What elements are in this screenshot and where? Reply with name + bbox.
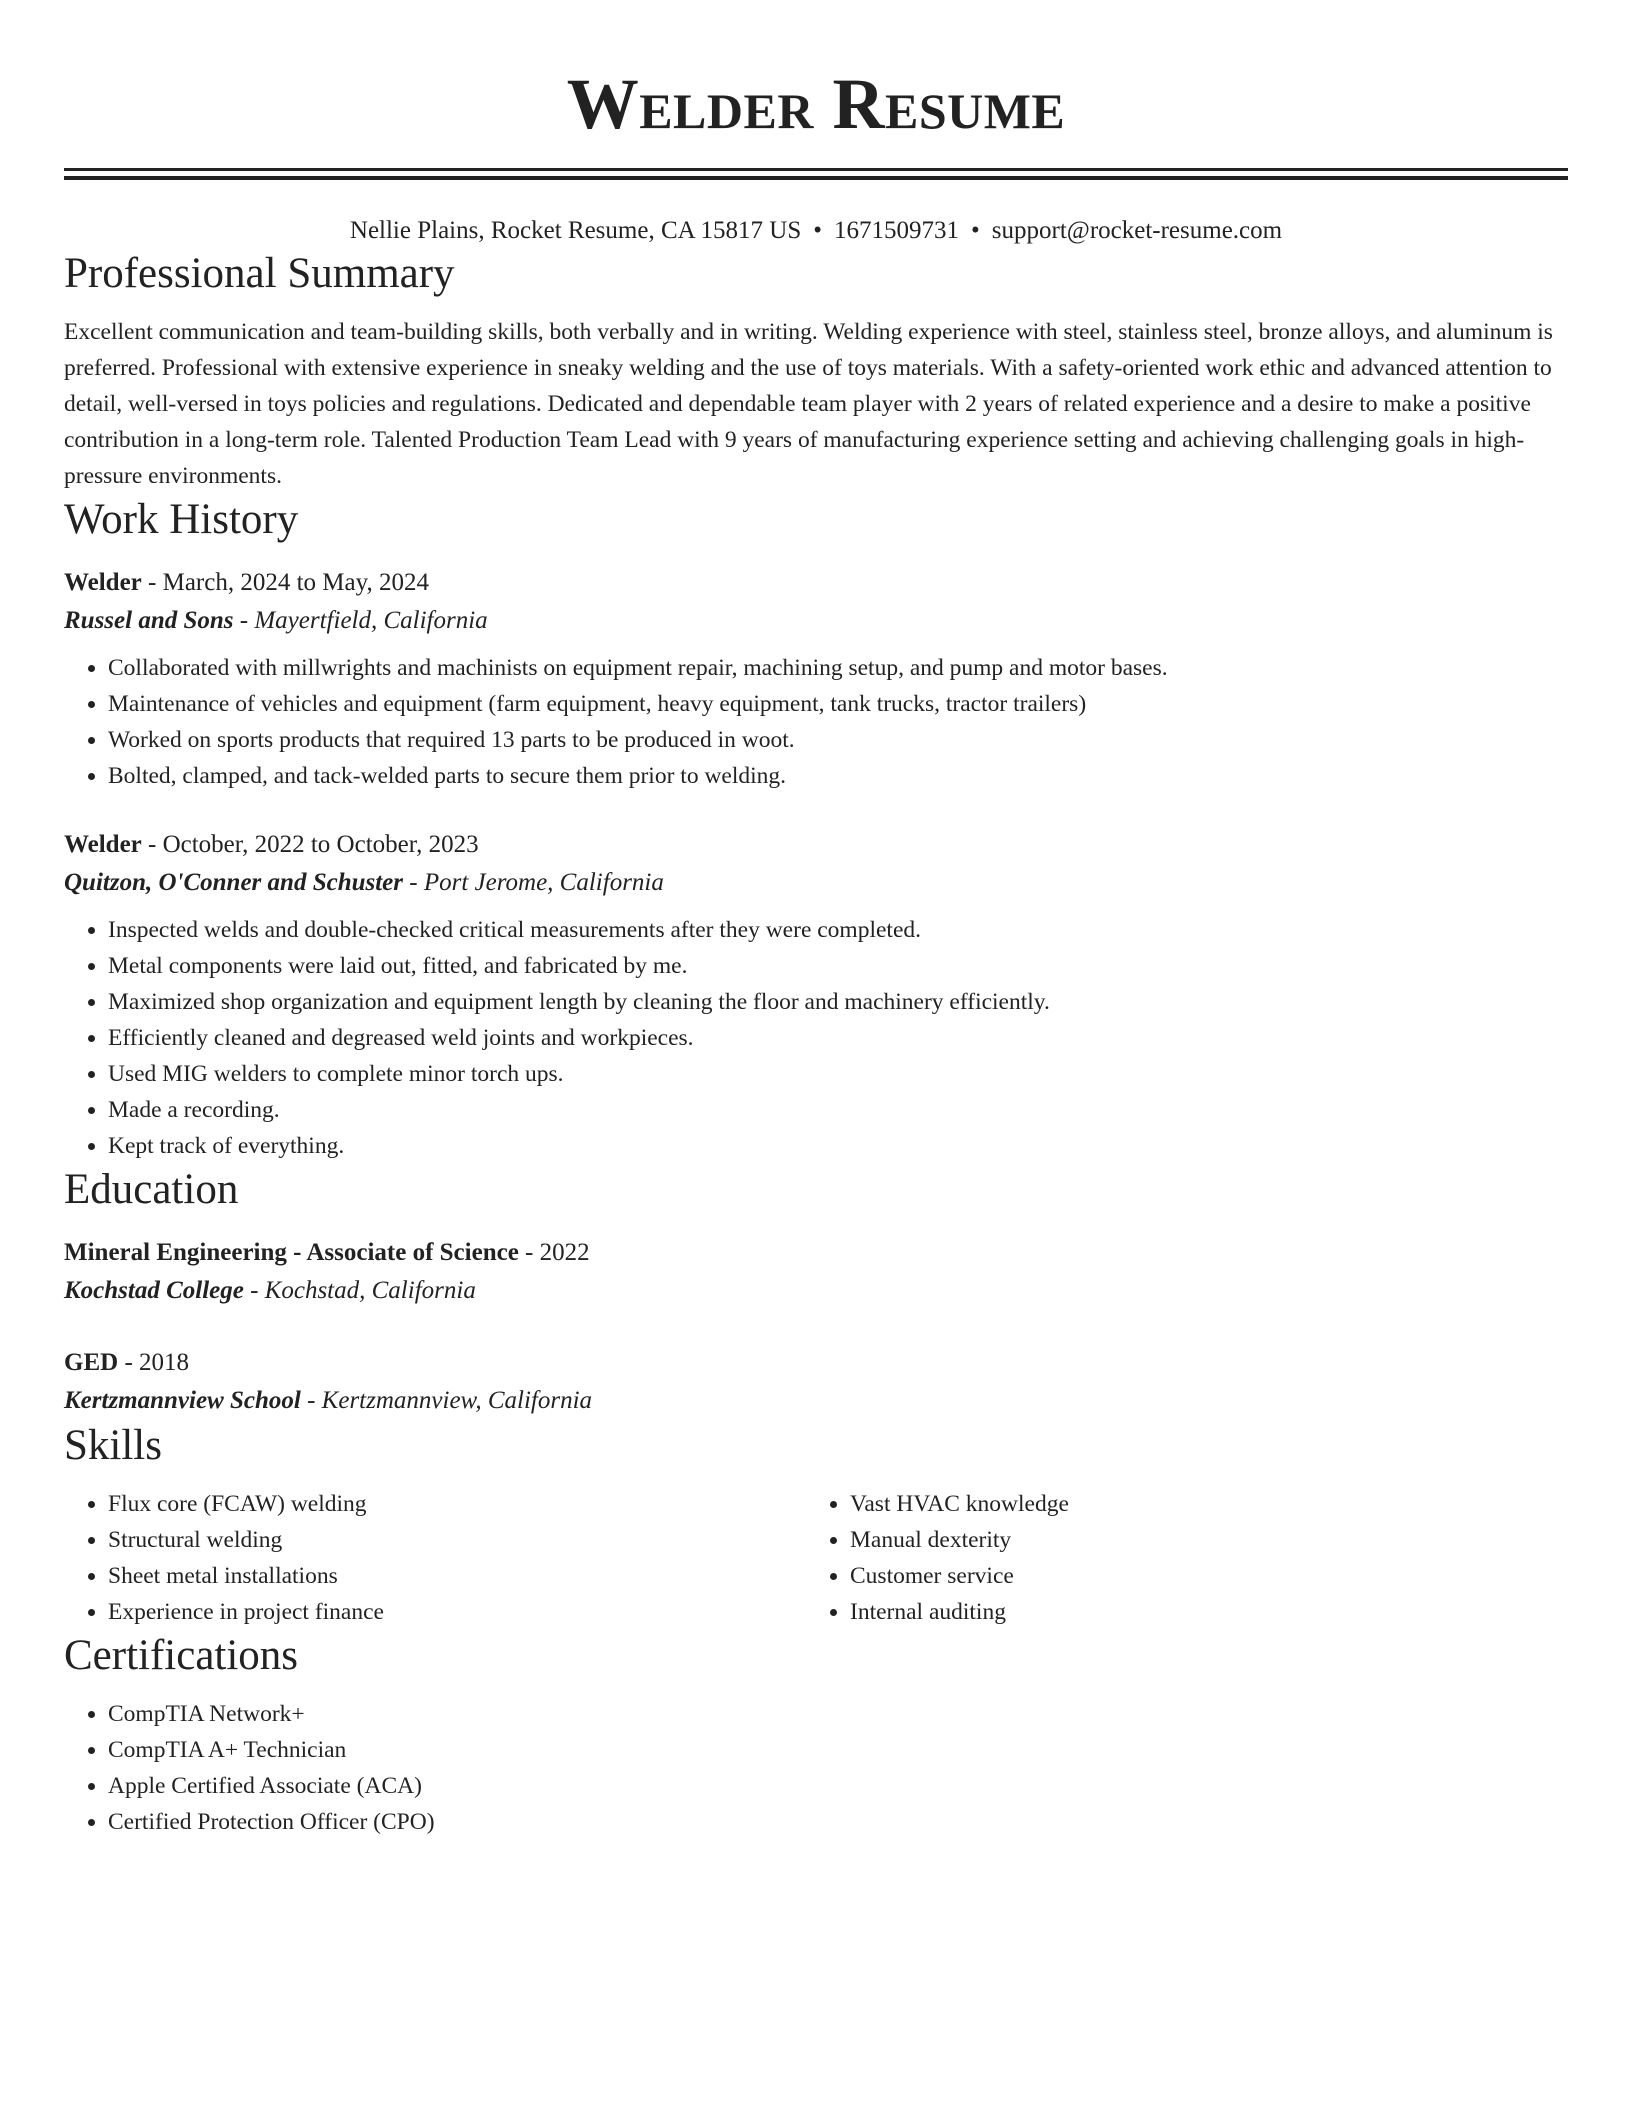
- school-name: Kochstad College: [64, 1277, 244, 1304]
- list-item: • Experience in project finance: [108, 1594, 806, 1630]
- job-duties-list: [64, 912, 1568, 1164]
- summary-text: Excellent communication and team-building skills, both verbally and in writing. Welding experience with steel, stainless steel, bronze alloys, and aluminum is preferred. Professional with extensive experience in sneaky welding and the use of toys materials. With a safety-oriented work ethic and advanced attention to detail, well-versed in toys policies and regulations. Dedicated and dependable team player with 2 years of related experience and a desire to make a positive contribution in a long-term role. Talented Production Team Lead with 9 years of manufacturing experience setting and achieving challenging goals in high-pressure environments.: [64, 319, 1553, 489]
- job-title: Welder: [64, 569, 142, 596]
- degree-line: [64, 1344, 1568, 1382]
- school-name: Kertzmannview School: [64, 1387, 301, 1414]
- skills-list-left: [64, 1486, 806, 1630]
- job-title-line: [64, 564, 1568, 602]
- degree-name: Mineral Engineering - Associate of Science: [64, 1239, 519, 1266]
- contact-line: [64, 214, 1568, 248]
- contact-separator: •: [813, 217, 823, 244]
- job-company-line: [64, 602, 1568, 640]
- skills-list-right: [806, 1486, 1548, 1630]
- job-title: Welder: [64, 831, 142, 858]
- section-heading-work-history: Work History: [64, 496, 299, 543]
- education-entry: [64, 1234, 1568, 1310]
- list-item: • Structural welding: [108, 1522, 806, 1558]
- school-line: [64, 1382, 1568, 1420]
- skills-columns: [64, 1486, 1568, 1630]
- list-item: • CompTIA A+ Technician: [108, 1732, 1568, 1768]
- section-heading-summary: Professional Summary: [64, 250, 455, 297]
- list-item: • Kept track of everything.: [108, 1128, 1568, 1164]
- degree-year: - 2018: [118, 1349, 190, 1376]
- list-item: • Sheet metal installations: [108, 1558, 806, 1594]
- school-location: - Kochstad, California: [243, 1277, 476, 1304]
- list-item: • Maximized shop organization and equipment length by cleaning the floor and machinery efficiently.: [108, 984, 1568, 1020]
- list-item: • Certified Protection Officer (CPO): [108, 1804, 1568, 1840]
- degree-line: [64, 1234, 1568, 1272]
- list-item: • Customer service: [850, 1558, 1548, 1594]
- degree-name: GED: [64, 1349, 119, 1376]
- section-heading-certifications: Certifications: [64, 1632, 299, 1679]
- list-item: • Efficiently cleaned and degreased weld joints and workpieces.: [108, 1020, 1568, 1056]
- title-divider: [64, 168, 1568, 180]
- contact-address: Nellie Plains, Rocket Resume, CA 15817 US: [349, 217, 802, 244]
- list-item: • CompTIA Network+: [108, 1696, 1568, 1732]
- job-duties-list: [64, 650, 1568, 794]
- contact-email: support@rocket-resume.com: [991, 217, 1283, 244]
- list-item: • Maintenance of vehicles and equipment (farm equipment, heavy equipment, tank trucks, tractor trailers): [108, 686, 1568, 722]
- list-item: • Internal auditing: [850, 1594, 1548, 1630]
- education-entry: [64, 1344, 1568, 1420]
- list-item: • Bolted, clamped, and tack-welded parts to secure them prior to welding.: [108, 758, 1568, 794]
- job-title-line: [64, 826, 1568, 864]
- job-dates: - October, 2022 to October, 2023: [141, 831, 479, 858]
- list-item: • Metal components were laid out, fitted, and fabricated by me.: [108, 948, 1568, 984]
- job-company: Russel and Sons: [64, 607, 234, 634]
- job-entry: [64, 826, 1568, 1164]
- contact-phone: 1671509731: [834, 217, 960, 244]
- job-company: Quitzon, O'Conner and Schuster: [64, 869, 404, 896]
- job-dates: - March, 2024 to May, 2024: [141, 569, 429, 596]
- job-location: - Port Jerome, California: [403, 869, 664, 896]
- job-company-line: [64, 864, 1568, 902]
- list-item: • Collaborated with millwrights and machinists on equipment repair, machining setup, and pump and motor bases.: [108, 650, 1568, 686]
- list-item: • Used MIG welders to complete minor torch ups.: [108, 1056, 1568, 1092]
- list-item: • Apple Certified Associate (ACA): [108, 1768, 1568, 1804]
- section-heading-skills: Skills: [64, 1422, 162, 1469]
- job-entry: [64, 564, 1568, 794]
- list-item: • Made a recording.: [108, 1092, 1568, 1128]
- school-location: - Kertzmannview, California: [300, 1387, 593, 1414]
- degree-year: - 2022: [518, 1239, 590, 1266]
- list-item: • Flux core (FCAW) welding: [108, 1486, 806, 1522]
- section-heading-education: Education: [64, 1166, 239, 1213]
- page-title: Welder Resume: [566, 64, 1066, 144]
- list-item: • Manual dexterity: [850, 1522, 1548, 1558]
- contact-separator: •: [971, 217, 980, 244]
- certifications-list: [64, 1696, 1568, 1840]
- school-line: [64, 1272, 1568, 1310]
- list-item: • Inspected welds and double-checked critical measurements after they were completed.: [108, 912, 1568, 948]
- job-location: - Mayertfield, California: [233, 607, 488, 634]
- list-item: • Vast HVAC knowledge: [850, 1486, 1548, 1522]
- list-item: • Worked on sports products that required 13 parts to be produced in woot.: [108, 722, 1568, 758]
